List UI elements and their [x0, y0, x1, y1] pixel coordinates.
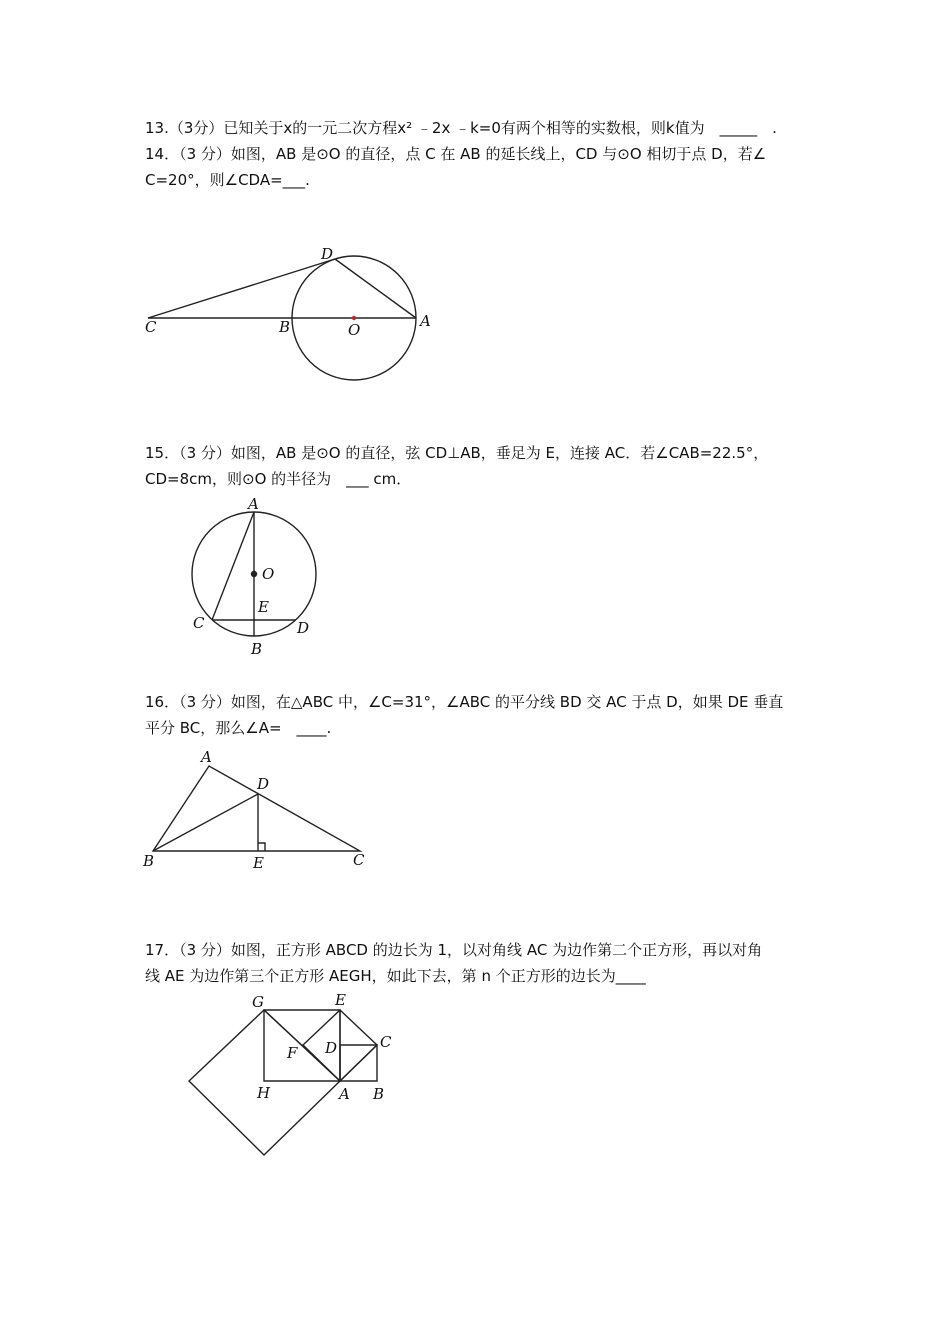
label-c: C: [193, 614, 205, 632]
label-b: B: [279, 318, 291, 336]
question-17-text-line1: 17．（3 分）如图，正方形 ABCD 的边长为 1，以对角线 AC 为边作第二个正方形，再以对角: [145, 941, 763, 959]
label-a: A: [201, 748, 212, 766]
label-d: D: [325, 1039, 338, 1057]
question-15-text-line1: 15．（3 分）如图，AB 是⊙O 的直径，弦 CD⊥AB，垂足为 E，连接 AC．若∠CAB=22.5°，: [145, 444, 769, 462]
label-d: D: [297, 619, 310, 637]
label-c: C: [145, 318, 157, 336]
question-15-text-line2: CD=8cm，则⊙O 的半径为 ___ cm．: [145, 470, 412, 488]
label-o: O: [262, 565, 275, 583]
label-a: A: [339, 1085, 350, 1103]
label-o: O: [348, 321, 361, 339]
label-e: E: [253, 854, 264, 872]
label-b: B: [143, 852, 155, 870]
label-d: D: [321, 245, 334, 263]
label-d: D: [257, 775, 270, 793]
question-14-text-line1: 14．（3 分）如图，AB 是⊙O 的直径，点 C 在 AB 的延长线上，CD 与⊙O 相切于点 D，若∠: [145, 145, 767, 163]
question-14-text-line2: C=20°，则∠CDA=___.: [145, 171, 310, 189]
label-h: H: [257, 1084, 271, 1102]
label-b: B: [373, 1085, 385, 1103]
question-17-text-line2: 线 AE 为边作第三个正方形 AEGH，如此下去，第 n 个正方形的边长为____: [145, 967, 646, 985]
label-b: B: [251, 640, 263, 658]
label-g: G: [252, 993, 264, 1011]
label-c: C: [353, 851, 365, 869]
question-16-text-line1: 16．（3 分）如图，在△ABC 中，∠C=31°，∠ABC 的平分线 BD 交 AC 于点 D，如果 DE 垂直: [145, 693, 784, 711]
question-16-text-line2: 平分 BC，那么∠A= ____.: [145, 719, 332, 737]
label-a: A: [248, 495, 259, 513]
label-c: C: [380, 1033, 392, 1051]
label-a: A: [420, 312, 431, 330]
question-13-text: 13.（3分）已知关于x的一元二次方程x² ﹣2x ﹣k=0有两个相等的实数根，则k值为 _____ .: [145, 119, 777, 137]
label-e: E: [335, 991, 346, 1009]
label-e: E: [258, 598, 269, 616]
diagonal-ac: [340, 1045, 377, 1081]
label-f: F: [287, 1044, 298, 1062]
